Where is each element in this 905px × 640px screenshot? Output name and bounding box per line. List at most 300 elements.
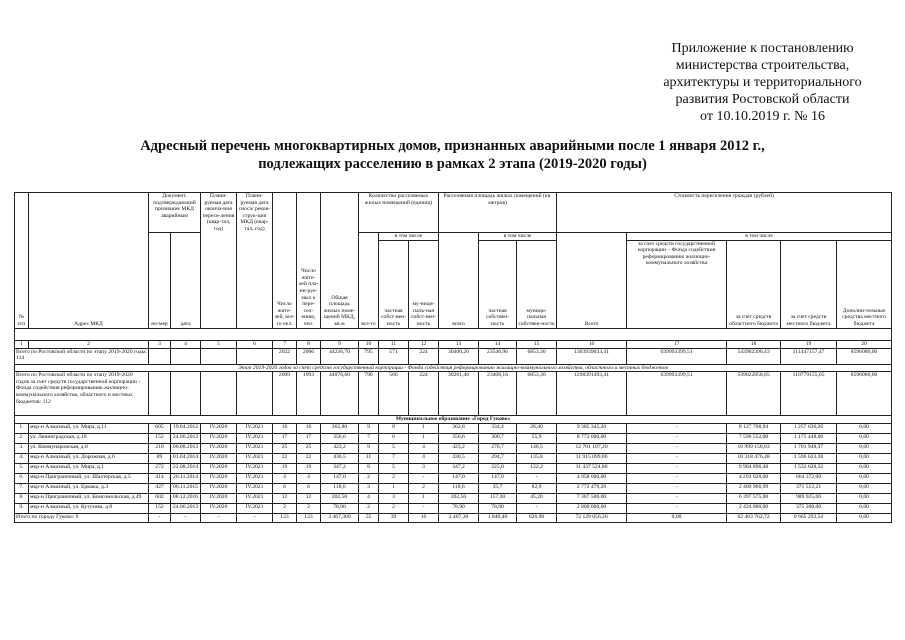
table-cell: мкр-н Приграничный, ул. Комсомольская, д.49 <box>29 493 149 503</box>
table-cell: IV.2020 <box>201 463 237 473</box>
table-cell: 9. <box>15 503 29 513</box>
column-number: 16 <box>557 340 627 348</box>
appendix-line: от 10.10.2019 г. № 16 <box>700 109 825 124</box>
table-cell: 122,2 <box>517 463 557 473</box>
table-cell: 111447157,47 <box>781 348 837 364</box>
table-cell: 0,00 <box>837 433 892 443</box>
table-cell <box>171 372 201 416</box>
table-cell: 4 <box>409 453 439 463</box>
table-cell: 0,00 <box>837 443 892 453</box>
table-cell: - <box>409 503 439 513</box>
table-cell: 8 127 708,94 <box>727 423 781 433</box>
table-cell: 118,6 <box>321 483 359 493</box>
table-cell: 4 <box>409 443 439 453</box>
table-cell: - <box>627 453 727 463</box>
table-row <box>15 423 892 433</box>
table-cell: 82,9 <box>517 483 557 493</box>
table-cell: 1 <box>379 483 409 493</box>
table-cell: 1 <box>409 493 439 503</box>
column-number: 9 <box>321 340 359 348</box>
summary-row <box>15 513 892 522</box>
table-cell: 427 <box>149 483 171 493</box>
table-cell: 25 <box>273 443 297 453</box>
table-cell: 3. <box>15 443 29 453</box>
header-cost-group: Стоимость переселения граждан (рублей) <box>557 193 892 233</box>
table-cell: 2 <box>379 503 409 513</box>
table-cell: 19.04.2012 <box>171 423 201 433</box>
table-cell: Всего по Ростовской области по этапу 2019-2020 годы: 114 <box>15 348 149 364</box>
table-cell: 414 <box>149 473 171 483</box>
table-cell: 19 <box>297 463 321 473</box>
header-rooms-group: Количество расселяемых жилых помещений (единиц) <box>359 193 439 233</box>
table-cell: 25 <box>297 443 321 453</box>
table-cell: 0,00 <box>837 503 892 513</box>
table-cell: 423,2 <box>321 443 359 453</box>
table-cell: 2. <box>15 433 29 443</box>
table-row <box>15 443 892 453</box>
table-cell: 605 <box>149 423 171 433</box>
section-band <box>15 364 892 372</box>
header-document-group: Документ, подтверждающий признание МКД аварийным <box>149 193 201 233</box>
table-cell: - <box>627 423 727 433</box>
header-area-total: всего <box>439 233 479 329</box>
table-cell: 4 958 000,00 <box>557 473 627 483</box>
table-cell: IV.2021 <box>237 483 273 493</box>
table-cell: 17 <box>273 433 297 443</box>
table-cell: 6. <box>15 473 29 483</box>
header-cost-incl: в том числе <box>627 233 892 241</box>
table-cell: 8 <box>379 423 409 433</box>
table-cell: 0,00 <box>837 513 892 522</box>
table-cell <box>201 348 237 364</box>
table-cell: 5 <box>379 443 409 453</box>
table-cell: - <box>517 503 557 513</box>
table-cell: 4 <box>359 493 379 503</box>
table-cell: 118,6 <box>439 483 479 493</box>
table-row <box>15 493 892 503</box>
table-cell <box>237 348 273 364</box>
table-cell: 2006 <box>297 348 321 364</box>
table-cell: 7 596 552,00 <box>727 433 781 443</box>
table-row <box>15 463 892 473</box>
table-row <box>15 483 892 493</box>
table-cell: 9 385 345,20 <box>557 423 627 433</box>
table-cell: 2022 <box>273 348 297 364</box>
table-cell: IV.2021 <box>237 443 273 453</box>
table-cell: 135,8 <box>517 453 557 463</box>
table-cell: 375 200,00 <box>781 503 837 513</box>
table-cell: 626,90 <box>517 513 557 522</box>
table-cell: 22 <box>273 453 297 463</box>
table-cell: 2 467,360 <box>321 513 359 522</box>
table-cell: 639993399,51 <box>627 372 727 416</box>
table-cell: 6 <box>273 483 297 493</box>
table-cell: 11 437 524,80 <box>557 463 627 473</box>
table-cell: 1 <box>409 423 439 433</box>
table-cell: - <box>171 513 201 522</box>
appendix-line: архитектуры и территориального <box>663 75 862 90</box>
header-rooms-private: частная собст-вен-ность <box>379 240 409 328</box>
table-cell: - <box>517 473 557 483</box>
title-line: подлежащих расселению в рамках 2 этапа (2019-2020 годы) <box>258 156 647 172</box>
table-cell: Всего по Ростовской области по этапу 2019-2020 годов за счет средств государственной корпорации - Фонда содействия реформированию жилищно-коммунального хозяйства, областного и местных бюджетов: 112 <box>15 372 149 416</box>
appendix-line: Приложение к постановлению <box>671 41 854 56</box>
table-cell: 78,90 <box>479 503 517 513</box>
table-cell: 2 772 479,20 <box>557 483 627 493</box>
table-cell: мкр-н Приграничный, ул. Шахтерская, д.5 <box>29 473 149 483</box>
spacer-row <box>15 328 892 340</box>
header-area-private: частная собствен-ность <box>479 240 517 328</box>
table-cell: IV.2020 <box>201 493 237 503</box>
table-cell: 9 665 293,54 <box>781 513 837 522</box>
table-cell: 1 <box>409 433 439 443</box>
header-cost-extra: Дополни-тельные средства местного бюджета <box>837 240 892 328</box>
table-cell: IV.2021 <box>237 453 273 463</box>
table-cell: 1 175 448,00 <box>781 433 837 443</box>
table-cell: 202,50 <box>439 493 479 503</box>
table-cell: 362,8 <box>439 423 479 433</box>
table-cell: 24.06.2013 <box>171 503 201 513</box>
table-cell: 35,7 <box>479 483 517 493</box>
table-cell: 7 387 500,00 <box>557 493 627 503</box>
table-cell: Муниципальное образование «Город Гуково» <box>15 416 892 424</box>
table-cell: 22 <box>297 453 321 463</box>
table-cell: IV.2021 <box>237 463 273 473</box>
table-cell: 152 <box>149 433 171 443</box>
table-cell: IV.2020 <box>201 423 237 433</box>
document-title <box>60 137 845 173</box>
table-cell: 566 <box>379 372 409 416</box>
table-cell: 08.12.2016 <box>171 493 201 503</box>
table-cell: 795 <box>359 348 379 364</box>
appendix-note <box>620 40 905 125</box>
table-cell: 4. <box>15 453 29 463</box>
table-cell: 543902396,43 <box>727 348 781 364</box>
table-cell: 300,7 <box>479 433 517 443</box>
table-cell: 147,0 <box>479 473 517 483</box>
summary-row <box>15 348 892 364</box>
table-cell: 1 596 623,38 <box>781 453 837 463</box>
table-cell: 39 <box>379 513 409 522</box>
table-cell: 147,0 <box>321 473 359 483</box>
table-cell: IV.2021 <box>237 503 273 513</box>
header-residents: Число жите-лей, все-го чел. <box>273 193 297 329</box>
table-cell: 8596080,00 <box>837 372 892 416</box>
header-total-area: Общая площадь жилых поме-щений МКД, кв.м <box>321 193 359 329</box>
table-cell: IV.2020 <box>201 483 237 493</box>
header-cost-total: Всего <box>557 233 627 329</box>
table-cell: мкр-н Алмазный, ул. Мира, д.1 <box>29 463 149 473</box>
table-cell: 3 <box>409 463 439 473</box>
column-number: 2 <box>29 340 149 348</box>
table-cell: 2 <box>409 483 439 493</box>
table-cell: 12 <box>273 493 297 503</box>
table-cell: 72 129 056,26 <box>557 513 627 522</box>
header-cost-region: за счет средств областного бюджета <box>727 240 781 328</box>
table-cell: 3 <box>359 483 379 493</box>
table-cell: 123 <box>297 513 321 522</box>
table-cell: 157,30 <box>479 493 517 503</box>
table-cell: IV.2020 <box>201 443 237 453</box>
table-cell: 356,6 <box>439 433 479 443</box>
table-cell: 01.04.2014 <box>171 453 201 463</box>
table-cell: - <box>409 473 439 483</box>
header-rooms-incl: в том числе <box>379 233 439 241</box>
table-cell: 26.11.2014 <box>171 473 201 483</box>
header-cost-local: за счет средств местного бюджета <box>781 240 837 328</box>
table-cell: 1 840,40 <box>479 513 517 522</box>
header-planned-end: Плани-руемая дата оконча-ния пересе-ления (квар-тал, год) <box>201 193 237 329</box>
table-cell: - <box>627 433 727 443</box>
table-cell: мкр-н Алмазный, ул. Ермака, д.3 <box>29 483 149 493</box>
table-cell: 0,00 <box>837 483 892 493</box>
table-cell: IV.2021 <box>237 493 273 503</box>
table-cell <box>171 348 201 364</box>
summary-row <box>15 372 892 416</box>
table-cell: 5. <box>15 463 29 473</box>
table-cell: 6 <box>379 433 409 443</box>
table-cell: 294,7 <box>479 453 517 463</box>
table-cell: 8596080,00 <box>837 348 892 364</box>
column-number: 13 <box>439 340 479 348</box>
table-cell: 78,90 <box>439 503 479 513</box>
title-line: Адресный перечень многоквартирных домов, признанных аварийными после 1 января 2012 г., <box>140 138 765 154</box>
table-cell: 0,00 <box>627 513 727 522</box>
table-cell: 276,7 <box>479 443 517 453</box>
header-planned-demolition: Плани-руемая дата сноса/ рекон-струк-ции МКД (квар-тал, год) <box>237 193 273 329</box>
column-number: 15 <box>517 340 557 348</box>
table-cell: - <box>627 473 727 483</box>
column-number: 19 <box>781 340 837 348</box>
table-cell: 44236,70 <box>321 348 359 364</box>
table-cell: - <box>627 503 727 513</box>
header-area-group: Расселяемая площадь жилых помещений (кв. метров) <box>439 193 557 233</box>
table-cell: 210 <box>149 443 171 453</box>
column-number: 18 <box>727 340 781 348</box>
table-cell: 6853,30 <box>517 372 557 416</box>
table-cell: 23546,96 <box>479 348 517 364</box>
table-cell: - <box>237 513 273 522</box>
table-cell: 224 <box>409 372 439 416</box>
table-row <box>15 473 892 483</box>
table-cell <box>237 372 273 416</box>
table-cell: - <box>149 513 171 522</box>
table-cell: 0,00 <box>837 473 892 483</box>
table-row <box>15 433 892 443</box>
table-cell: 123 <box>273 513 297 522</box>
appendix-line: министерства строительства, <box>675 58 850 73</box>
table-cell: 2 800 000,00 <box>557 503 627 513</box>
table-cell: 0,00 <box>837 453 892 463</box>
table-cell: 4 293 628,00 <box>727 473 781 483</box>
table-cell: 10 318 476,48 <box>727 453 781 463</box>
table-cell: 11 915 099,86 <box>557 453 627 463</box>
appendix-line: развития Ростовской области <box>675 92 850 107</box>
column-number: 8 <box>297 340 321 348</box>
column-number: 3 <box>149 340 171 348</box>
table-cell: 16 <box>273 423 297 433</box>
table-cell: 6 397 575,00 <box>727 493 781 503</box>
column-number: 20 <box>837 340 892 348</box>
column-number: 5 <box>201 340 237 348</box>
table-cell: 17 <box>297 433 321 443</box>
header-rooms-total: все-го <box>359 233 379 329</box>
column-number: 14 <box>479 340 517 348</box>
table-cell: 202,50 <box>321 493 359 503</box>
table-cell: 12 <box>297 493 321 503</box>
table-cell: 7 <box>359 433 379 443</box>
table-cell: 224 <box>409 348 439 364</box>
header-area-incl: в том числе <box>479 233 557 241</box>
table-cell: 19 <box>273 463 297 473</box>
table-cell: 3 <box>379 493 409 503</box>
table-cell: 152 <box>149 503 171 513</box>
table-cell: IV.2020 <box>201 503 237 513</box>
column-number: 6 <box>237 340 273 348</box>
table-cell: 147,0 <box>439 473 479 483</box>
table-cell: 8. <box>15 493 29 503</box>
table-cell: 356,6 <box>321 433 359 443</box>
table-cell: 0,00 <box>837 463 892 473</box>
table-cell: 2 <box>359 503 379 513</box>
column-number: 11 <box>379 340 409 348</box>
table-cell: 2 <box>359 473 379 483</box>
housing-register-table <box>14 192 892 523</box>
table-cell: 1. <box>15 423 29 433</box>
table-cell: 22.08.2014 <box>171 463 201 473</box>
table-cell: 9 <box>359 423 379 433</box>
header-no: № п/п <box>15 193 29 329</box>
table-cell: 8 772 000,00 <box>557 433 627 443</box>
table-cell: 1303939033,41 <box>557 348 627 364</box>
table-cell: 989 925,00 <box>781 493 837 503</box>
column-number: 10 <box>359 340 379 348</box>
header-doc-date: дата <box>171 233 201 329</box>
table-cell: 62 463 762,72 <box>727 513 781 522</box>
table-cell: 2 467,30 <box>439 513 479 522</box>
table-cell: 2 <box>297 503 321 513</box>
table-cell: 6 <box>297 483 321 493</box>
table-cell <box>149 372 171 416</box>
table-cell: 0,00 <box>837 493 892 503</box>
column-number: 7 <box>273 340 297 348</box>
table-cell: 4 <box>297 473 321 483</box>
table-cell: IV.2021 <box>237 433 273 443</box>
table-cell: IV.2020 <box>201 453 237 463</box>
header-doc-number: но-мер <box>149 233 171 329</box>
table-cell: 10 999 158,83 <box>727 443 781 453</box>
table-cell: ул. Коммунаровская, д.8 <box>29 443 149 453</box>
table-cell: 1298391493,41 <box>557 372 627 416</box>
header-address: Адрес МКД <box>29 193 149 329</box>
table-cell: 78,90 <box>321 503 359 513</box>
column-number: 12 <box>409 340 439 348</box>
table-cell: 4 <box>273 473 297 483</box>
table-cell: 9 <box>359 443 379 453</box>
table-cell: - <box>627 483 727 493</box>
table-cell: мкр-н Алмазный, ул. Дорожная, д.6 <box>29 453 149 463</box>
table-cell <box>149 348 171 364</box>
table-cell: 639993399,51 <box>627 348 727 364</box>
table-cell: IV.2020 <box>201 433 237 443</box>
table-cell: 55,9 <box>517 433 557 443</box>
table-cell: 16 <box>409 513 439 522</box>
table-cell: 2 424 800,00 <box>727 503 781 513</box>
table-cell: 24.06.2013 <box>171 433 201 443</box>
table-cell: 5 <box>379 463 409 473</box>
table-cell: Итого по городу Гуково: 9 <box>15 513 149 522</box>
table-cell: 347,2 <box>321 463 359 473</box>
header-rooms-municipal: му-ници-паль-ная собст-вен-ность <box>409 240 439 328</box>
table-cell: 1 701 948,37 <box>781 443 837 453</box>
table-cell: 272 <box>149 463 171 473</box>
table-cell: 1 257 636,26 <box>781 423 837 433</box>
table-cell: IV.2021 <box>237 473 273 483</box>
table-row <box>15 503 892 513</box>
table-cell: 571 <box>379 348 409 364</box>
table-cell: - <box>627 493 727 503</box>
table-cell: 28,40 <box>517 423 557 433</box>
table-cell: - <box>627 463 727 473</box>
table-cell <box>201 372 237 416</box>
table-cell: 1 532 628,32 <box>781 463 837 473</box>
table-cell: 6853,30 <box>517 348 557 364</box>
table-cell: 790 <box>359 372 379 416</box>
table-cell: мкр-н Алмазный, ул. Кутузова, д.8 <box>29 503 149 513</box>
section-band <box>15 416 892 424</box>
header-area-municipal: муници-пальная собствен-ность <box>517 240 557 328</box>
table-cell: 12 701 107,20 <box>557 443 627 453</box>
table-cell: 334,4 <box>479 423 517 433</box>
table-row <box>15 453 892 463</box>
table-cell: 89 <box>149 453 171 463</box>
table-cell: - <box>201 513 237 522</box>
column-number-row <box>15 340 892 348</box>
table-cell: 362,80 <box>321 423 359 433</box>
table-cell: 7. <box>15 483 29 493</box>
table-cell: 430,5 <box>439 453 479 463</box>
table-cell: 664 372,00 <box>781 473 837 483</box>
table-cell: 539022858,85 <box>727 372 781 416</box>
table-cell: 430,5 <box>321 453 359 463</box>
table-cell: 11 <box>359 453 379 463</box>
table-cell: 2 <box>273 503 297 513</box>
table-cell: 423,2 <box>439 443 479 453</box>
table-cell: IV.2021 <box>237 423 273 433</box>
table-cell: 06.08.2013 <box>171 443 201 453</box>
table-cell: 23408,16 <box>479 372 517 416</box>
table-cell: 30261,46 <box>439 372 479 416</box>
table-cell: 45,20 <box>517 493 557 503</box>
table-cell: 7 <box>379 453 409 463</box>
table-cell: 8 <box>359 463 379 473</box>
table-cell: мкр-н Алмазный, ул. Мира, д.11 <box>29 423 149 433</box>
table-cell: 16 <box>297 423 321 433</box>
table-cell: 44076,60 <box>321 372 359 416</box>
table-cell: 371 512,21 <box>781 483 837 493</box>
table-cell: 06.11.2015 <box>171 483 201 493</box>
table-cell: 1993 <box>297 372 321 416</box>
table-cell: 110779155,05 <box>781 372 837 416</box>
table-cell: ул. Ленинградская, д.10 <box>29 433 149 443</box>
column-number: 17 <box>627 340 727 348</box>
table-cell: 2009 <box>273 372 297 416</box>
table-cell: IV.2020 <box>201 473 237 483</box>
table-cell: 9 904 896,48 <box>727 463 781 473</box>
table-cell: Этап 2019-2020 годов за счет средств государственной корпорации - Фонда содействия реформированию жилищно-коммунального хозяйства, областного и местных бюджетов <box>15 364 892 372</box>
table-cell: 146,5 <box>517 443 557 453</box>
header-cost-fund: за счет средств государственной корпорации – Фонда содействия реформированию жилищно-коммунального хозяйства <box>627 240 727 328</box>
